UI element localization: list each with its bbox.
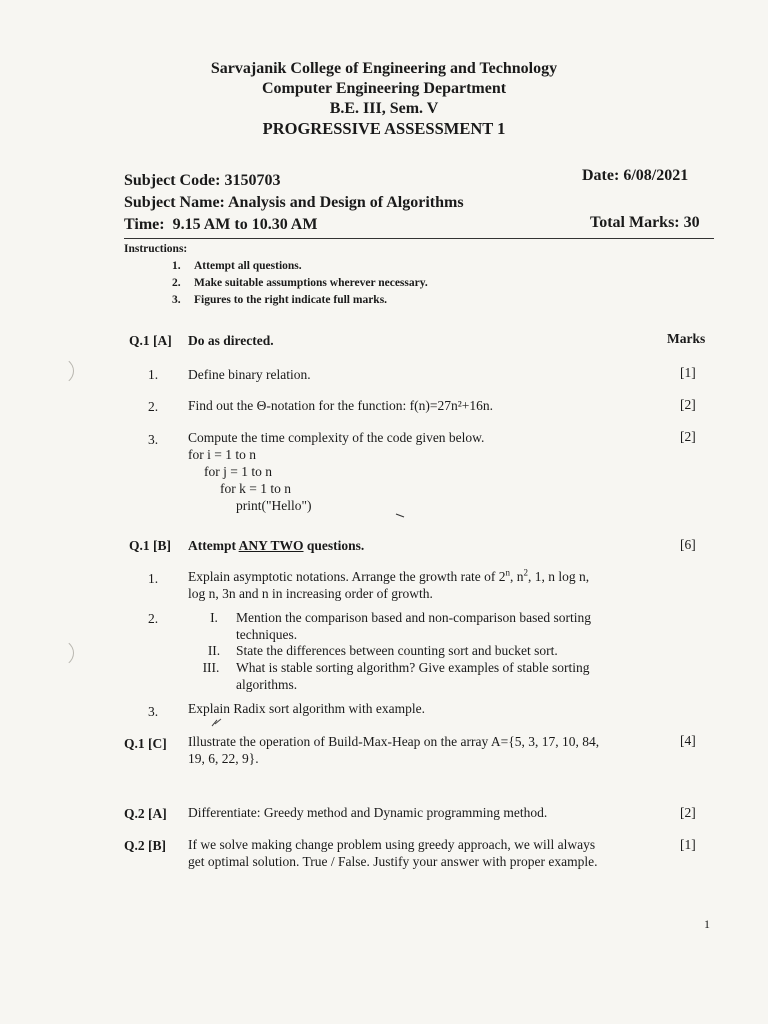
question-number: 3.	[148, 704, 159, 719]
instructions-heading: Instructions:	[124, 243, 188, 255]
superscript: 2	[523, 567, 529, 578]
subject-name: Subject Name: Analysis and Design of Algorithms	[124, 194, 464, 211]
q1b-title-prefix: Attempt	[188, 538, 239, 553]
superscript: n	[505, 567, 511, 578]
question-number: 1.	[148, 367, 159, 382]
instruction-item: Figures to the right indicate full marks.	[194, 294, 388, 306]
question-text: Find out the Θ-notation for the function: f(n)=27n²+16n.	[188, 398, 493, 413]
code-line: print("Hello")	[236, 498, 312, 513]
question-marks: [1]	[680, 365, 696, 380]
q1a-label: Q.1 [A]	[129, 333, 172, 348]
department-name: Computer Engineering Department	[261, 80, 507, 97]
q2b-label: Q.2 [B]	[124, 838, 166, 853]
instruction-num: 2.	[172, 277, 181, 289]
instruction-num: 3.	[172, 294, 181, 306]
growth-text-c: , 1, n log n,	[528, 569, 590, 584]
binder-hole-mark	[38, 356, 74, 386]
marks-header: Marks	[667, 331, 706, 346]
question-text-continued: 19, 6, 22, 9}.	[188, 751, 259, 766]
question-number: 3.	[148, 432, 159, 447]
exam-date: Date: 6/08/2021	[582, 167, 689, 184]
question-text	[188, 568, 589, 585]
q1a-title: Do as directed.	[188, 333, 274, 348]
total-marks: Total Marks: 30	[590, 214, 700, 231]
question-marks: [2]	[680, 397, 696, 412]
question-text: If we solve making change problem using greedy approach, we will always	[188, 837, 596, 852]
roman-numeral: III.	[202, 660, 220, 675]
pen-mark-icon	[395, 513, 405, 519]
growth-text-a: Explain asymptotic notations. Arrange the growth rate of 2	[188, 569, 506, 584]
question-text-continued: log n, 3n and n in increasing order of growth.	[188, 586, 433, 601]
q1b-marks: [6]	[680, 537, 696, 552]
question-number: 2.	[148, 399, 159, 414]
page-number: 1	[704, 917, 710, 931]
question-text: Compute the time complexity of the code given below.	[188, 430, 485, 445]
roman-numeral: I.	[210, 610, 218, 625]
code-line: for i = 1 to n	[188, 447, 256, 462]
q2b-marks: [1]	[680, 837, 696, 852]
binder-hole-mark	[38, 638, 74, 668]
question-text: Define binary relation.	[188, 367, 311, 382]
college-name: Sarvajanik College of Engineering and Technology	[210, 60, 558, 77]
subquestion-text: techniques.	[236, 627, 298, 642]
question-text: Illustrate the operation of Build-Max-Heap on the array A={5, 3, 17, 10, 84,	[188, 734, 600, 749]
exam-time: Time: 9.15 AM to 10.30 AM	[124, 216, 318, 233]
subquestion-text: algorithms.	[236, 677, 298, 692]
roman-numeral: II.	[207, 643, 221, 658]
growth-text-b: , n	[510, 569, 524, 584]
q1c-marks: [4]	[680, 733, 696, 748]
q1b-label: Q.1 [B]	[129, 538, 171, 553]
subquestion-text: State the differences between counting sort and bucket sort.	[236, 643, 558, 658]
question-number: 1.	[148, 571, 159, 586]
assessment-title: PROGRESSIVE ASSESSMENT 1	[262, 119, 506, 138]
pen-mark-icon	[211, 718, 223, 728]
instruction-item: Attempt all questions.	[194, 260, 302, 272]
q1b-title-suffix: questions.	[303, 538, 365, 553]
q1c-label: Q.1 [C]	[124, 736, 167, 751]
q2a-label: Q.2 [A]	[124, 806, 167, 821]
subquestion-text: What is stable sorting algorithm? Give examples of stable sorting	[236, 660, 590, 675]
code-line: for j = 1 to n	[204, 464, 272, 479]
subject-code: Subject Code: 3150703	[124, 172, 281, 189]
semester: B.E. III, Sem. V	[329, 100, 439, 117]
header-rule	[124, 238, 714, 239]
subquestion-text: Mention the comparison based and non-comparison based sorting	[236, 610, 592, 625]
code-line: for k = 1 to n	[220, 481, 291, 496]
question-text: Explain Radix sort algorithm with example.	[188, 701, 425, 716]
instruction-num: 1.	[172, 260, 181, 272]
q1b-title-emphasis: ANY TWO	[238, 538, 304, 553]
question-marks: [2]	[680, 429, 696, 444]
instruction-item: Make suitable assumptions wherever necessary.	[194, 277, 428, 289]
question-text-continued: get optimal solution. True / False. Justify your answer with proper example.	[188, 854, 598, 869]
question-number: 2.	[148, 611, 159, 626]
question-text: Differentiate: Greedy method and Dynamic programming method.	[188, 805, 548, 820]
q2a-marks: [2]	[680, 805, 696, 820]
q1b-title	[188, 538, 364, 554]
